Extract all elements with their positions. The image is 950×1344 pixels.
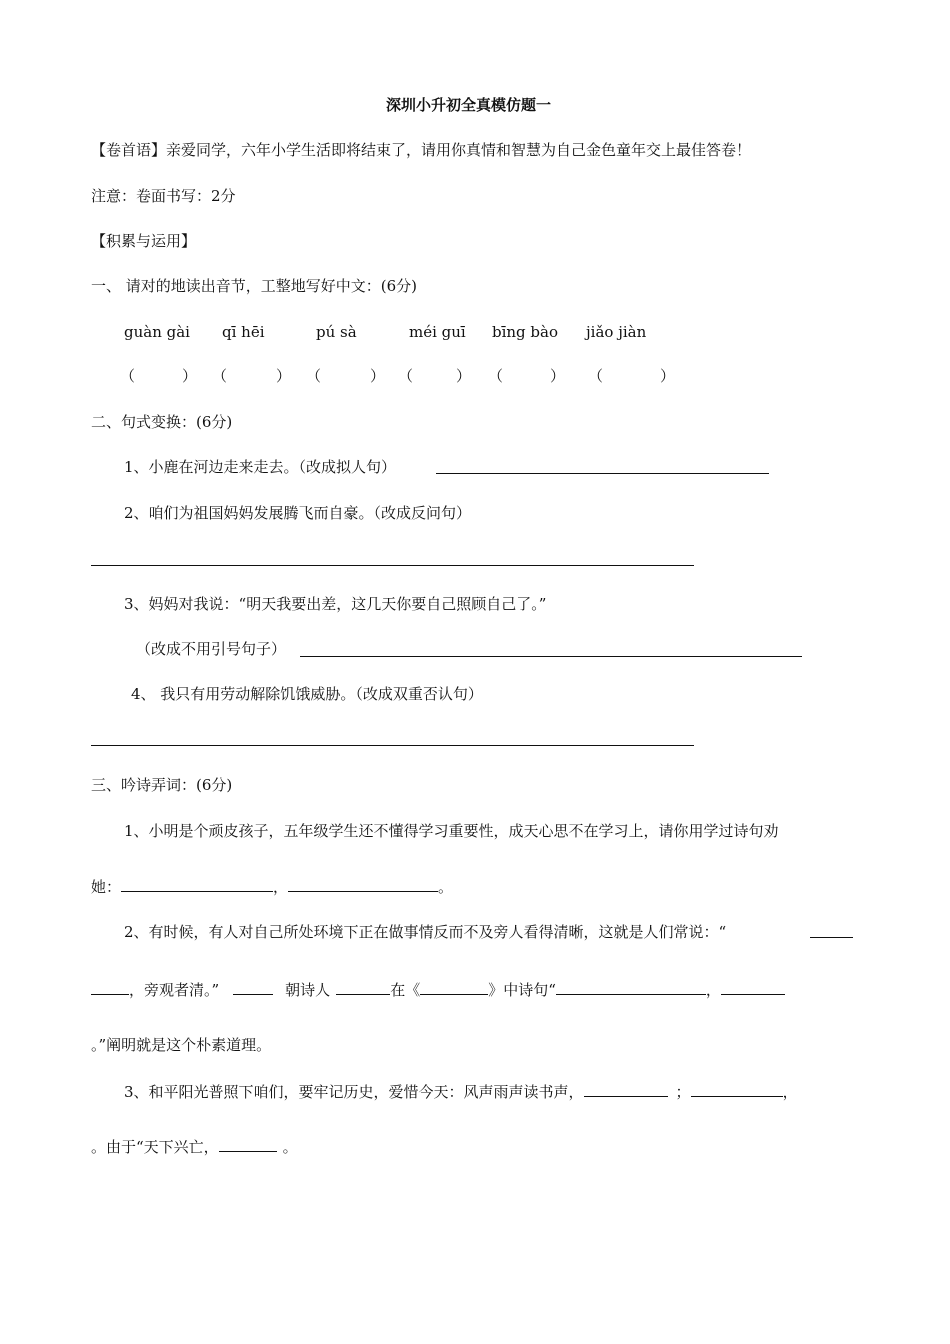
- q3-item-3-text: 3、和平阳光普照下咱们，要牢记历史，爱惜今天：风声雨声读书声，: [124, 1083, 584, 1101]
- q2-item-3-instruction: （改成不用引号句子）: [136, 640, 287, 658]
- answer-box-6[interactable]: [588, 366, 676, 386]
- answer-box-5[interactable]: [488, 366, 564, 386]
- paren-open: （: [212, 367, 228, 385]
- q3-item-2-line-2: [91, 980, 785, 1000]
- q3-item-3-blank-1[interactable]: [584, 1082, 668, 1097]
- q2-item-4-answer-line[interactable]: [91, 745, 694, 746]
- answer-box-3[interactable]: [306, 366, 388, 386]
- q3-item-2-text-c: 朝诗人: [285, 981, 331, 999]
- paren-close: ）: [182, 367, 198, 385]
- q2-item-1: 1、小鹿在河边走来走去。（改成拟人句）: [124, 458, 397, 476]
- paren-close: ）: [370, 367, 386, 385]
- pinyin-4: méi guī: [409, 323, 466, 341]
- pinyin-3: pú sà: [316, 323, 357, 341]
- q3-item-3-semicolon: ；: [675, 1083, 691, 1101]
- paren-close: ）: [276, 367, 292, 385]
- pinyin-5: bīng bào: [492, 323, 559, 341]
- q3-item-3-blank-2[interactable]: [691, 1082, 783, 1097]
- q3-item-2-dynasty-blank[interactable]: [233, 980, 273, 995]
- q3-item-3-blank-3[interactable]: [219, 1137, 277, 1152]
- q3-item-1-blank-1[interactable]: [121, 877, 273, 892]
- q3-item-2-text-e: 》中诗句“: [488, 981, 556, 999]
- q3-item-2-verse-blank-1[interactable]: [556, 980, 706, 995]
- q3-item-1-comma: ，: [273, 878, 289, 896]
- q3-item-1-period: 。: [438, 878, 454, 896]
- intro-text: 【卷首语】亲爱同学，六年小学生活即将结束了，请用你真情和智慧为自己金色童年交上最佳答卷！: [91, 141, 752, 159]
- pinyin-2: qī hēi: [222, 323, 265, 341]
- q2-item-3: 3、妈妈对我说：“明天我要出差，这几天你要自己照顾自己了。”: [124, 595, 547, 613]
- q3-item-2-poet-blank[interactable]: [336, 980, 390, 995]
- page-title: 深圳小升初全真模仿题一: [386, 96, 552, 114]
- note-text: 注意：卷面书写：2分: [91, 187, 236, 205]
- q3-item-3-period: 。: [282, 1138, 298, 1156]
- q3-item-2: [124, 922, 726, 942]
- answer-box-4[interactable]: [398, 366, 474, 386]
- q3-item-1-blank-2[interactable]: [288, 877, 438, 892]
- q3-item-3-line-2: [91, 1137, 298, 1157]
- q3-item-1-continued: [91, 877, 453, 897]
- q1-heading: 一、 请对的地读出音节，工整地写好中文：(6分): [91, 277, 418, 295]
- paren-close: ）: [550, 367, 566, 385]
- paren-close: ）: [456, 367, 472, 385]
- paren-open: （: [398, 367, 414, 385]
- paren-open: （: [306, 367, 322, 385]
- q3-item-1-prefix: 她：: [91, 878, 122, 896]
- q2-item-2: 2、咱们为祖国妈妈发展腾飞而自豪。（改成反问句）: [124, 504, 472, 522]
- q3-item-2-text-f: ，: [705, 981, 721, 999]
- q3-item-2-blank-1[interactable]: [810, 937, 853, 938]
- answer-box-1[interactable]: [120, 366, 198, 386]
- q3-item-2-line-3: 。”阐明就是这个朴素道理。: [91, 1036, 272, 1054]
- q3-item-3-comma: ，: [782, 1083, 798, 1101]
- paren-close: ）: [660, 367, 676, 385]
- paren-open: （: [120, 367, 136, 385]
- q3-item-2-blank-1b[interactable]: [91, 980, 129, 995]
- q3-item-2-text-b: ，旁观者清。”: [129, 981, 220, 999]
- q3-item-2-verse-blank-2[interactable]: [721, 980, 785, 995]
- section-header: 【积累与运用】: [91, 232, 197, 250]
- q2-item-1-answer-line[interactable]: [436, 473, 769, 474]
- q2-item-4: 4、 我只有用劳动解除饥饿威胁。（改成双重否认句）: [131, 685, 483, 703]
- q3-item-1: 1、小明是个顽皮孩子，五年级学生还不懂得学习重要性，成天心思不在学习上，请你用学过诗句劝: [124, 822, 779, 840]
- q2-heading: 二、句式变换：(6分): [91, 413, 233, 431]
- q3-item-3: [124, 1082, 798, 1102]
- q3-item-2-text: 2、有时候，有人对自己所处环境下正在做事情反而不及旁人看得清晰，这就是人们常说：“: [124, 923, 727, 941]
- q2-item-2-answer-line[interactable]: [91, 565, 694, 566]
- q3-item-2-title-blank[interactable]: [420, 980, 488, 995]
- q3-item-3-text-d: 。由于“天下兴亡，: [91, 1138, 219, 1156]
- pinyin-6: jiǎo jiàn: [586, 323, 647, 341]
- pinyin-1: guàn gài: [124, 323, 190, 341]
- q3-item-2-text-d: 在《: [390, 981, 421, 999]
- answer-box-2[interactable]: [212, 366, 292, 386]
- paren-open: （: [488, 367, 504, 385]
- q3-heading: 三、吟诗弄词：(6分): [91, 776, 233, 794]
- paren-open: （: [588, 367, 604, 385]
- q2-item-3-answer-line[interactable]: [300, 656, 802, 657]
